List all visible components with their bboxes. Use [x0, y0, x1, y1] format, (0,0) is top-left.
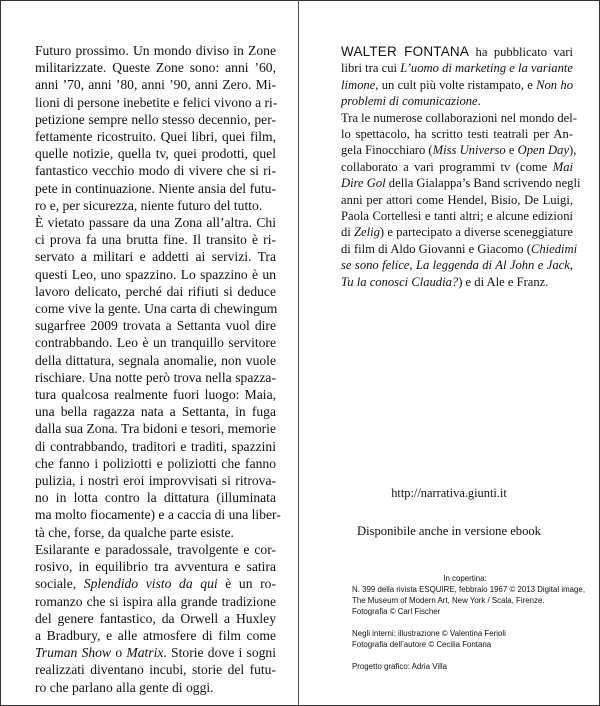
- synopsis-line: pulizia, i nostri eroi improvvisati si ritrova-: [35, 473, 276, 489]
- cover-credit-line: Fotografia © Carl Fischer: [352, 607, 441, 616]
- synopsis-line: rischiare. Una notte però trova nella spazza-: [35, 369, 276, 385]
- synopsis-line: Futuro prossimo. Un mondo diviso in Zone: [35, 43, 276, 58]
- synopsis-text: . Storie dove i sogni: [163, 645, 277, 661]
- synopsis-line: È vietato passare da una Zona all’altra. Chi: [35, 215, 276, 231]
- work-title: problemi di comunicazione: [341, 94, 478, 109]
- bio-line: [341, 241, 578, 257]
- cover-credit-line: The Museum of Modern Art, New York / Scala, Firenze.: [352, 596, 545, 605]
- bio-line: Tra le numerose collaborazioni nel mondo del-: [341, 110, 577, 125]
- synopsis-line: realizzati diventano incubi, storie del futu-: [35, 662, 276, 678]
- work-title: Dire Gol: [341, 176, 386, 191]
- synopsis-line: quelle notizie, quella tv, quei prodotti, quel: [35, 146, 276, 162]
- author-name: WALTER FONTANA: [341, 44, 470, 59]
- work-title: Chiedimi: [530, 241, 578, 256]
- publisher-url[interactable]: http://narrativa.giunti.it: [391, 486, 507, 500]
- bio-line: anni per attori come Hendel, Bisio, De Luigi,: [341, 192, 573, 207]
- synopsis-line: del genere fantastico, da Orwell a Huxley: [35, 610, 276, 626]
- synopsis-line: di contrabbando, traditori e traditi, spazzini: [35, 438, 276, 454]
- synopsis-text: sociale,: [35, 576, 84, 592]
- synopsis-line: anni ’70, anni ’80, anni ’90, anni Zero. Mi-: [35, 77, 276, 93]
- cover-credit-line: N. 399 della rivista ESQUIRE, febbraio 1967 © 2013 Digital image,: [352, 585, 586, 594]
- book-title: Splendido visto da qui: [83, 576, 218, 592]
- synopsis-line: tura qualcosa realmente fuori luogo: Maia,: [35, 387, 276, 403]
- work-title: se sono felice, La leggenda di Al John e Jack,: [341, 258, 573, 273]
- synopsis-line-with-title: [35, 575, 276, 592]
- synopsis-line: servato a militari e addetti ai servizi. Tra: [35, 249, 276, 265]
- bio-text: della Gialappa’s Band scrivendo negli: [385, 176, 581, 191]
- synopsis-line-with-films: [35, 644, 276, 661]
- bio-text: , un cult più volte ristampato, e: [375, 77, 537, 92]
- interior-credit-line: Fotografia dell’autore © Cecilia Fontana: [352, 640, 492, 649]
- ebook-availability-note: Disponibile anche in versione ebook: [357, 524, 541, 538]
- synopsis-line: una bella ragazza nata a Settanta, in fuga: [35, 404, 276, 420]
- bio-text: gela Finocchiaro (: [341, 143, 433, 158]
- synopsis-line: che fanno i poliziotti e poliziotti che fanno: [35, 455, 276, 471]
- credits-block: [352, 573, 586, 672]
- interior-credit-line: Negli interni: illustrazione © Valentina Ferioli: [352, 629, 506, 638]
- design-credit-line: Progetto grafico: Adria Villa: [352, 662, 448, 671]
- synopsis-line: sugarfree 2009 trovata a Settanta vuol dire: [35, 318, 276, 334]
- bio-line: [341, 77, 573, 93]
- synopsis-line: fantastico vecchio modo di vivere che si ri-: [35, 163, 276, 179]
- synopsis-line: ci prova fa una brutta fine. Il transito è ri-: [35, 232, 276, 248]
- synopsis-line: ro e, per sicurezza, niente futuro del tutto.: [35, 197, 263, 213]
- synopsis-line: rosivo, in equilibrio tra avventura e satira: [35, 559, 276, 575]
- synopsis-line: pete in continuazione. Niente ansia del futu-: [35, 180, 276, 196]
- bio-line: [341, 175, 581, 191]
- synopsis-line: romanzo che si ispira alla grande tradizione: [35, 593, 276, 609]
- synopsis-line: questi Leo, uno spazzino. Lo spazzino è un: [35, 266, 276, 282]
- author-bio: [341, 44, 581, 290]
- bio-line: [341, 159, 573, 175]
- bio-text: di film di Aldo Giovanni e Giacomo (: [341, 241, 531, 256]
- synopsis-text: o: [111, 645, 127, 661]
- flap-fold-line: [298, 0, 299, 706]
- bio-line: [341, 60, 573, 76]
- synopsis-line: militarizzate. Queste Zone sono: anni ’60,: [35, 60, 276, 76]
- bio-text: di: [341, 225, 355, 240]
- bio-text: collaborato a vari programmi tv (come: [341, 159, 553, 174]
- synopsis-line: tà che, forse, da qualche parte esiste.: [35, 524, 234, 540]
- synopsis-line: Esilarante e paradossale, travolgente e cor-: [35, 541, 276, 557]
- bio-text: libri tra cui: [341, 61, 401, 76]
- bio-text: ha pubblicato vari: [469, 45, 573, 59]
- bio-line: [341, 142, 577, 158]
- synopsis-line: lioni di persone inebetite e felici vivono a ri-: [35, 94, 278, 110]
- work-title: L’uomo di marketing e la variante: [400, 61, 573, 76]
- work-title: Zelig: [354, 225, 380, 240]
- bio-line: [341, 93, 573, 109]
- work-title: Open Day: [517, 143, 570, 158]
- work-title: Non ho: [536, 77, 573, 92]
- film-title: Matrix: [126, 645, 164, 661]
- film-title: Truman Show: [35, 645, 112, 661]
- bio-line: [341, 224, 573, 240]
- work-title: Mai: [552, 159, 573, 174]
- synopsis-line: no in lotta contro la dittatura (illuminata: [35, 490, 276, 506]
- synopsis-line: della dittatura, segnala anomalie, non vuole: [35, 352, 276, 368]
- synopsis-line: fettamente ricostruito. Quei libri, quei film,: [35, 129, 276, 145]
- synopsis-line: ma molto fiocamente) e a caccia di una liber-: [35, 507, 281, 523]
- synopsis-column: [35, 42, 281, 696]
- synopsis-line: petizione sempre nello stesso decennio, per-: [35, 111, 276, 127]
- cover-credit-heading: In copertina:: [443, 574, 487, 583]
- synopsis-line: lavoro delicato, perché dai rifiuti si deduce: [35, 283, 276, 299]
- bio-text: ) e partecipato a diverse sceneggiature: [379, 225, 573, 240]
- bio-text: .: [477, 94, 481, 109]
- bio-line: lo spettacolo, ha scritto testi teatrali per An-: [341, 127, 573, 142]
- synopsis-text: è un ro-: [217, 576, 276, 592]
- synopsis-line: come vive la gente. Una carta di chewingum: [35, 301, 278, 317]
- bio-text: e: [505, 143, 518, 158]
- bio-line: [341, 274, 573, 290]
- bio-text: ),: [569, 143, 577, 158]
- synopsis-line: contrabbando. Leo è un tranquillo servitore: [35, 335, 276, 351]
- synopsis-line: ro che parlano alla gente di oggi.: [35, 679, 214, 695]
- bio-line: [341, 44, 573, 60]
- work-title: Tu la conosci Claudia?: [341, 274, 459, 289]
- synopsis-line: dalla sua Zona. Tra bidoni e tesori, memorie: [35, 421, 276, 437]
- bio-text: ) e di Ale e Franz.: [458, 274, 549, 289]
- synopsis-line: a Bradbury, e alle atmosfere di film come: [35, 627, 276, 643]
- bio-line: [341, 257, 573, 273]
- work-title: Miss Universo: [432, 143, 506, 158]
- work-title: limone: [341, 77, 376, 92]
- bio-line: Paola Cortellesi e tanti altri; e alcune edizioni: [341, 209, 573, 224]
